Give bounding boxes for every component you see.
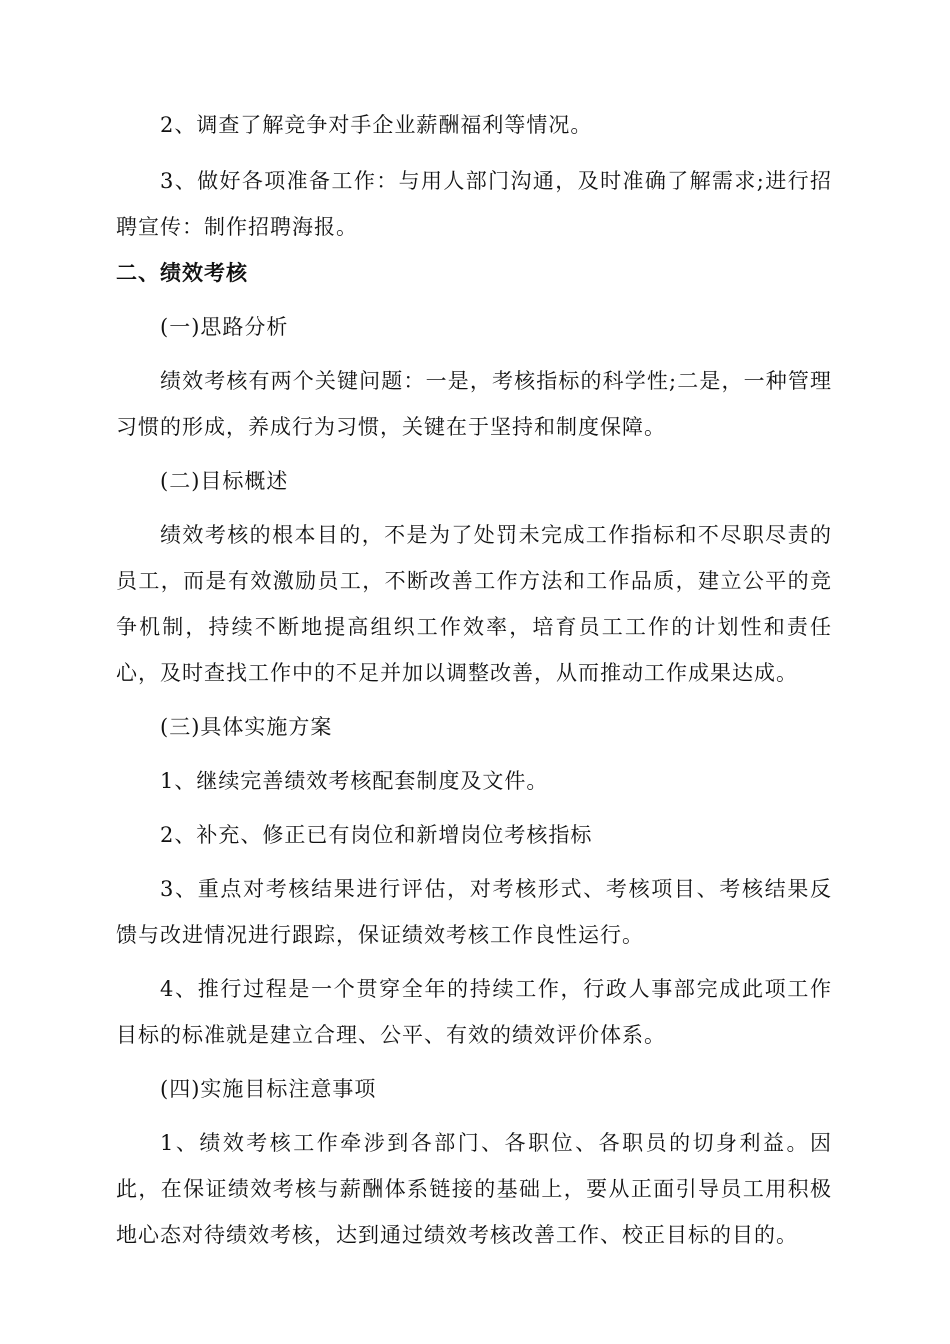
paragraph-preparation-work: 3、做好各项准备工作：与用人部门沟通，及时准确了解需求;进行招聘宣传：制作招聘海报。 (116, 169, 832, 239)
subheading-precautions: (四)实施目标注意事项 (160, 1077, 377, 1101)
document-page (116, 102, 832, 1258)
paragraph-plan-item-2: 2、补充、修正已有岗位和新增岗位考核指标 (160, 823, 593, 847)
subheading-implementation-plan: (三)具体实施方案 (160, 715, 333, 739)
paragraph-survey-competitors: 2、调查了解竞争对手企业薪酬福利等情况。 (160, 113, 593, 137)
paragraph-precaution-item-1: 1、绩效考核工作牵涉到各部门、各职位、各职员的切身利益。因此，在保证绩效考核与薪酬体系链接的基础上，要从正面引导员工用积极地心态对待绩效考核，达到通过绩效考核改善工作、校正目标的目的。 (116, 1131, 832, 1247)
subheading-goal-overview: (二)目标概述 (160, 469, 289, 493)
paragraph-key-issues: 绩效考核有两个关键问题：一是，考核指标的科学性;二是，一种管理习惯的形成，养成行为习惯，关键在于坚持和制度保障。 (116, 369, 832, 439)
paragraph-plan-item-3: 3、重点对考核结果进行评估，对考核形式、考核项目、考核结果反馈与改进情况进行跟踪，保证绩效考核工作良性运行。 (116, 877, 832, 947)
paragraph-plan-item-1: 1、继续完善绩效考核配套制度及文件。 (160, 769, 549, 793)
paragraph-plan-item-4: 4、推行过程是一个贯穿全年的持续工作，行政人事部完成此项工作目标的标准就是建立合理、公平、有效的绩效评价体系。 (116, 977, 832, 1047)
section-heading-performance: 二、绩效考核 (116, 260, 248, 285)
subheading-idea-analysis: (一)思路分析 (160, 315, 289, 339)
paragraph-fundamental-purpose: 绩效考核的根本目的，不是为了处罚未完成工作指标和不尽职尽责的员工，而是有效激励员工，不断改善工作方法和工作品质，建立公平的竞争机制，持续不断地提高组织工作效率，培育员工工作的计划性和责任心，及时查找工作中的不足并加以调整改善，从而推动工作成果达成。 (116, 523, 832, 685)
